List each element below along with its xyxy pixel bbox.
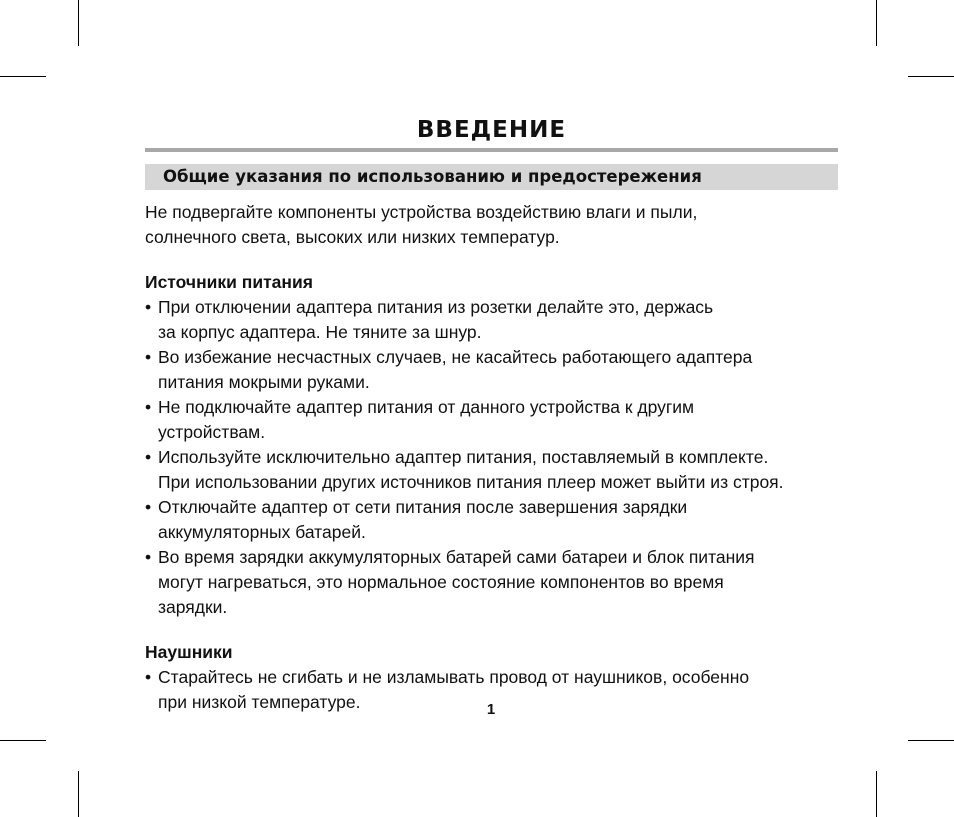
crop-mark [908,740,954,741]
bullet: • [145,667,152,687]
list-item-line: при низкой температуре. [158,692,361,712]
bullet: • [145,397,152,417]
power-heading: Источники питания [145,272,313,292]
list-item-line: Во время зарядки аккумуляторных батарей сами батареи и блок питания [158,547,755,567]
list-item-line: Отключайте адаптер от сети питания после завершения зарядки [158,497,688,517]
crop-mark [0,740,46,741]
page-title: ВВЕДЕНИЕ [416,117,567,143]
list-item [145,395,845,445]
bullet: • [145,297,152,317]
list-item-line: Старайтесь не сгибать и не изламывать провод от наушников, особенно [158,667,750,687]
list-item [145,345,845,395]
section-title: Общие указания по использованию и предостережения [163,167,702,186]
crop-mark [908,76,954,77]
list-item-line: зарядки. [158,597,228,617]
intro-line: Не подвергайте компоненты устройства воздействию влаги и пыли, [145,202,698,222]
list-item-line: питания мокрыми руками. [158,372,370,392]
page-number: 1 [486,701,496,718]
power-list [145,295,845,620]
list-item-line: аккумуляторных батарей. [158,522,366,542]
document-body [145,200,845,715]
intro-paragraph [145,200,845,250]
bullet: • [145,547,152,567]
list-item-line: Используйте исключительно адаптер питания, поставляемый в комплекте. [158,447,769,467]
list-item-line: могут нагреваться, это нормальное состояние компонентов во время [158,572,724,592]
crop-mark [876,771,877,817]
crop-mark [876,0,877,46]
crop-mark [0,76,46,77]
list-item-line: Не подключайте адаптер питания от данного устройства к другим [158,397,695,417]
list-item [145,495,845,545]
list-item [145,445,845,495]
intro-line: солнечного света, высоких или низких температур. [145,227,560,247]
bullet: • [145,447,152,467]
bullet: • [145,497,152,517]
title-divider [145,148,838,152]
list-item [145,545,845,620]
list-item [145,295,845,345]
headphones-heading: Наушники [145,642,233,662]
list-item-line: за корпус адаптера. Не тяните за шнур. [158,322,482,342]
list-item-line: Во избежание несчастных случаев, не касайтесь работающего адаптера [158,347,753,367]
crop-mark [78,0,79,46]
bullet: • [145,347,152,367]
crop-mark [78,771,79,817]
list-item-line: При отключении адаптера питания из розетки делайте это, держась [158,297,714,317]
list-item-line: устройствам. [158,422,266,442]
list-item-line: При использовании других источников питания плеер может выйти из строя. [158,472,784,492]
